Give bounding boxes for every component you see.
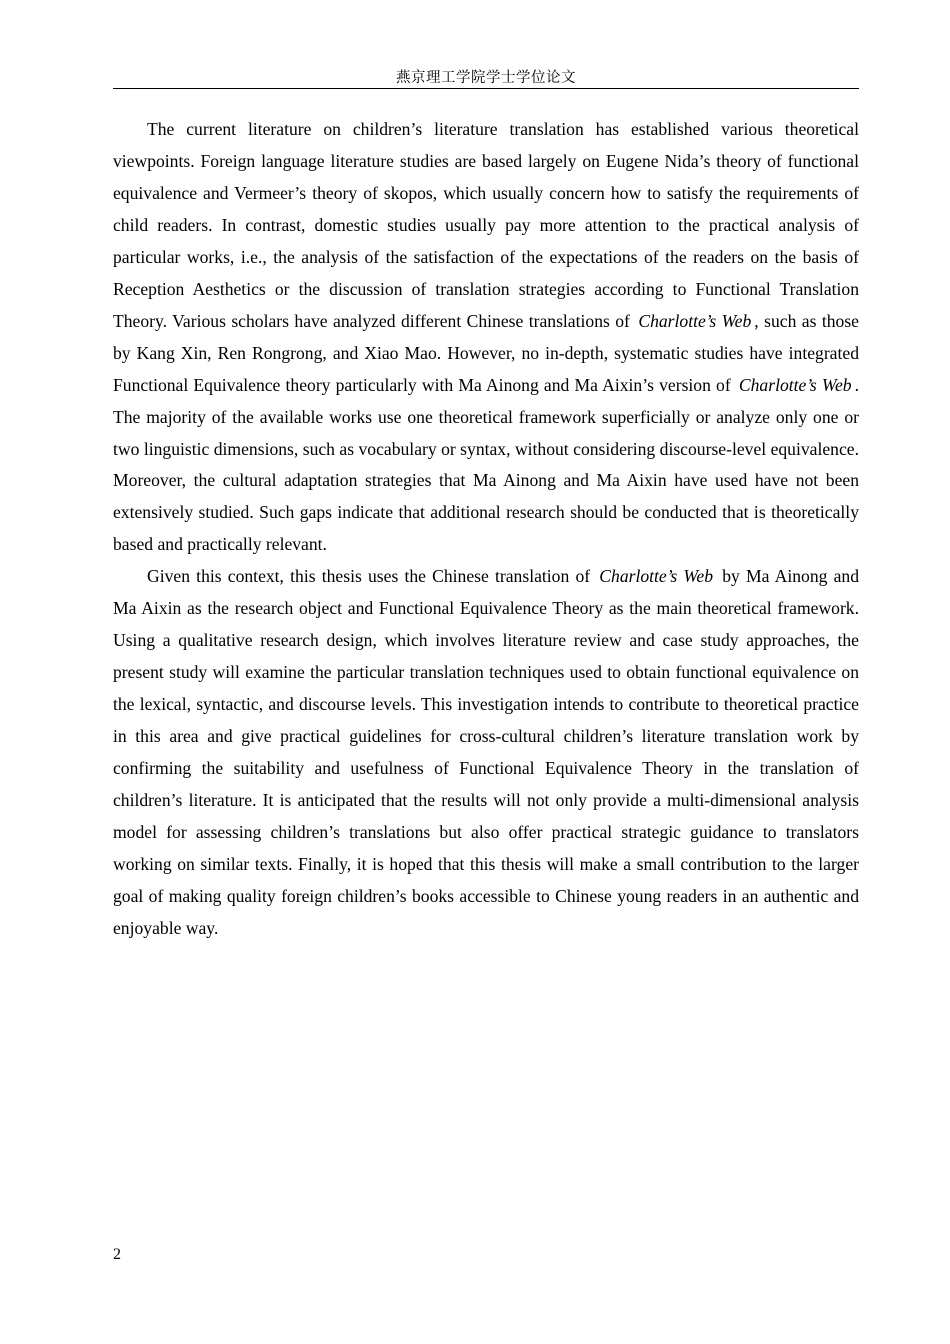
book-title-charlottes-web: Charlotte’s Web	[599, 566, 714, 587]
paragraph-1-text-c: . The majority of the available works use one theoretical framework superficially or analyze only one or two linguistic dimensions, such as vocabulary or syntax, without considering discourse-level equivalence. Moreover, the cultural adaptation strategies that Ma Ainong and Ma Aixin have used have not been extensively studied. Such gaps indicate that additional research should be conducted that is theoretically based and practically relevant.	[113, 374, 859, 555]
page-number: 2	[113, 1246, 121, 1263]
paragraph-2	[113, 561, 859, 944]
running-header: 燕京理工学院学士学位论文	[396, 70, 576, 86]
header-rule	[113, 88, 859, 89]
paragraph-1	[113, 114, 859, 561]
paragraph-1-text-b: , such as those by Kang Xin, Ren Rongrong, and Xiao Mao. However, no in-depth, systematic studies have integrated Functional Equivalence theory particularly with Ma Ainong and Ma Aixin’s version of	[113, 310, 859, 395]
paragraph-2-text-b: by Ma Ainong and Ma Aixin as the research object and Functional Equivalence Theory as the main theoretical framework. Using a qualitative research design, which involves literature review and case study approaches, the present study will examine the particular translation techniques used to obtain functional equivalence on the lexical, syntactic, and discourse levels. This investigation intends to contribute to theoretical practice in this area and give practical guidelines for cross-cultural children’s literature translation work by confirming the suitability and usefulness of Functional Equivalence Theory in the translation of children’s literature. It is anticipated that the results will not only provide a multi-dimensional analysis model for assessing children’s translations but also offer practical strategic guidance to translators working on similar texts. Finally, it is hoped that this thesis will make a small contribution to the larger goal of making quality foreign children’s books accessible to Chinese young readers in an authentic and enjoyable way.	[113, 566, 859, 938]
paragraph-1-text-a: The current literature on children’s literature translation has established various theoretical viewpoints. Foreign language literature studies are based largely on Eugene Nida’s theory of functional equivalence and Vermeer’s theory of skopos, which usually concern how to satisfy the requirements of child readers. In contrast, domestic studies usually pay more attention to the practical analysis of particular works, i.e., the analysis of the satisfaction of the expectations of the readers on the basis of Reception Aesthetics or the discussion of translation strategies according to Functional Translation Theory. Various scholars have analyzed different Chinese translations of	[113, 119, 859, 331]
paragraph-2-text-a: Given this context, this thesis uses the Chinese translation of	[147, 566, 591, 587]
book-title-charlottes-web: Charlotte’s Web	[738, 374, 852, 395]
body-text	[113, 114, 859, 945]
book-title-charlottes-web: Charlotte’s Web	[638, 310, 752, 331]
